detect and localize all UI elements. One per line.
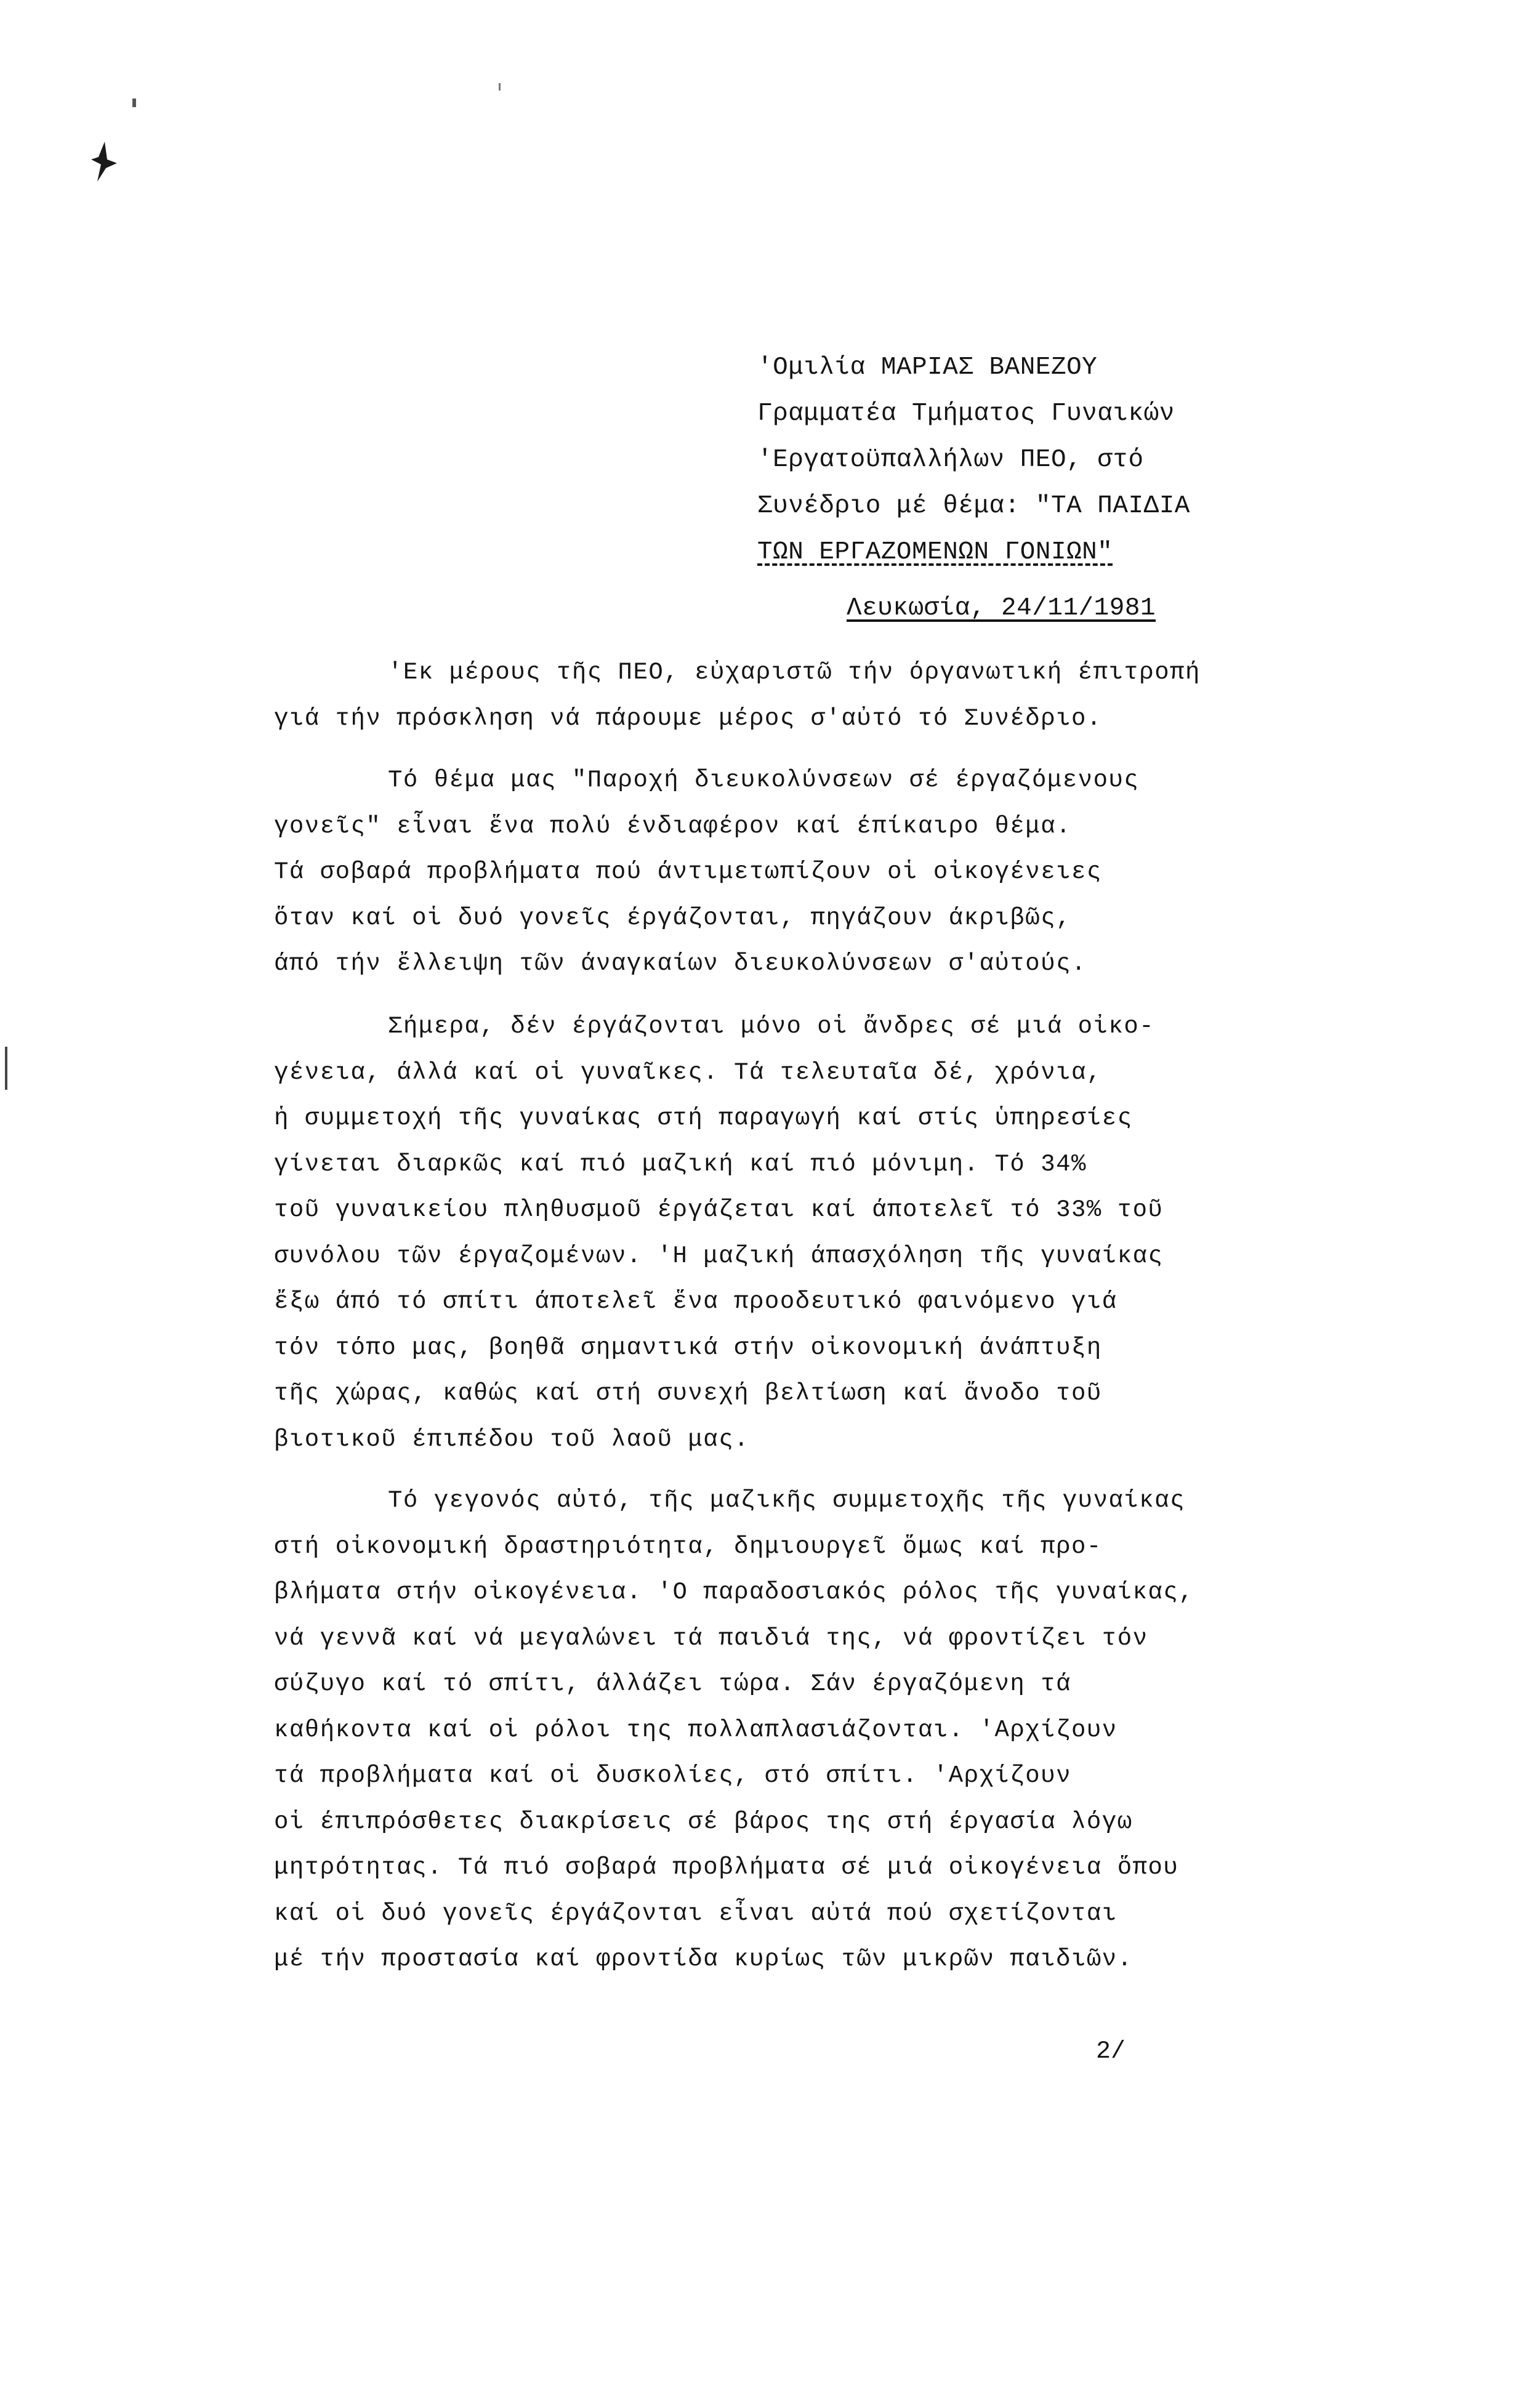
paragraph-2-block (274, 757, 1413, 987)
paragraph-3: Σήμερα, δέν έργάζονται μόνο οἱ ἄνδρες σέ μιά οἰκο- γένεια, άλλά καί οἱ γυναῖκες. Τά τελευταῖα δέ, χρόνια, ἡ συμμετοχή τῆς γυναίκας στή παραγωγή καί στίς ὑπηρεσίες γίνεται διαρκῶς καί πιό μαζική καί πιό μόνιμη. Τό 34% τοῦ γυναικείου πληθυσμοῦ έργάζεται καί άποτελεῖ τό 33% τοῦ συνόλου τῶν έργαζομένων. 'Η μαζική άπασχόληση τῆς γυναίκας ἔξω άπό τό σπίτι άποτελεῖ ἕνα προοδευτικό φαινόμενο γιά τόν τόπο μας, βοηθᾶ σημαντικά στήν οἰκονομική άνάπτυξη τῆς χώρας, καθώς καί στή συνεχή βελτίωση καί ἄνοδο τοῦ βιοτικοῦ έπιπέδου τοῦ λαοῦ μας. (274, 1013, 1164, 1453)
heading-line-4: Συνέδριο μέ θέμα: "ΤΑ ΠΑΙΔΙΑ (757, 492, 1190, 520)
paragraph-1: 'Εκ μέρους τῆς ΠΕΟ, εὐχαριστῶ τήν όργανωτική έπιτροπή γιά τήν πρόσκληση νά πάρουμε μέρος σ'αὐτό τό Συνέδριο. (274, 659, 1201, 732)
paragraph-4: Τό γεγονός αὐτό, τῆς μαζικῆς συμμετοχῆς τῆς γυναίκας στή οἰκονομική δραστηριότητα, δημιουργεῖ ὅμως καί προ- βλήματα στήν οἰκογένεια. 'Ο παραδοσιακός ρόλος τῆς γυναίκας, νά γεννᾶ καί νά μεγαλώνει τά παιδιά της, νά φροντίζει τόν σύζυγο καί τό σπίτι, άλλάζει τώρα. Σάν έργαζόμενη τά καθήκοντα καί οἱ ρόλοι της πολλαπλασιάζονται. 'Αρχίζουν τά προβλήματα καί οἱ δυσκολίες, στό σπίτι. 'Αρχίζουν οἱ έπιπρόσθετες διακρίσεις σέ βάρος της στή έργασία λόγω μητρότητας. Τά πιό σοβαρά προβλήματα σέ μιά οἰκογένεια ὅπου καί οἱ δυό γονεῖς έργάζονται εἶναι αὐτά πού σχετίζονται μέ τήν προστασία καί φροντίδα κυρίως τῶν μικρῶν παιδιῶν. (274, 1487, 1194, 1973)
scan-speck (132, 99, 136, 107)
scan-speck (499, 83, 501, 91)
heading-line-2: Γραμματέα Τμήματος Γυναικών (757, 400, 1175, 428)
date-line: Λευκωσία, 24/11/1981 (847, 594, 1156, 622)
scan-speck (5, 1047, 7, 1090)
paragraph-3-block (274, 1004, 1413, 1462)
heading-line-5: ΤΩΝ ΕΡΓΑΖΟΜΕΝΩΝ ΓΟΝΙΩΝ" (757, 538, 1113, 566)
paragraph-1-block (274, 650, 1413, 741)
punch-mark-icon (86, 139, 123, 188)
scan-speck-mark (86, 139, 123, 191)
heading-line-3: 'Εργατοϋπαλλήλων ΠΕΟ, στό (757, 446, 1144, 474)
paragraph-4-block (274, 1478, 1413, 1983)
paragraph-2: Τό θέμα μας "Παροχή διευκολύνσεων σέ έργαζόμενους γονεῖς" εἶναι ἕνα πολύ ένδιαφέρον καί έπίκαιρο θέμα. Τά σοβαρά προβλήματα πού άντιμετωπίζουν οἱ οἰκογένειες ὅταν καί οἱ δυό γονεῖς έργάζονται, πηγάζουν άκριβῶς, άπό τήν ἔλλειψη τῶν άναγκαίων διευκολύνσεων σ'αὐτούς. (274, 767, 1140, 977)
page-number: 2/ (1096, 2038, 1126, 2066)
speech-heading (757, 345, 1373, 576)
heading-line-1: 'Ομιλία ΜΑΡΙΑΣ ΒΑΝΕΖΟΥ (757, 353, 1098, 382)
